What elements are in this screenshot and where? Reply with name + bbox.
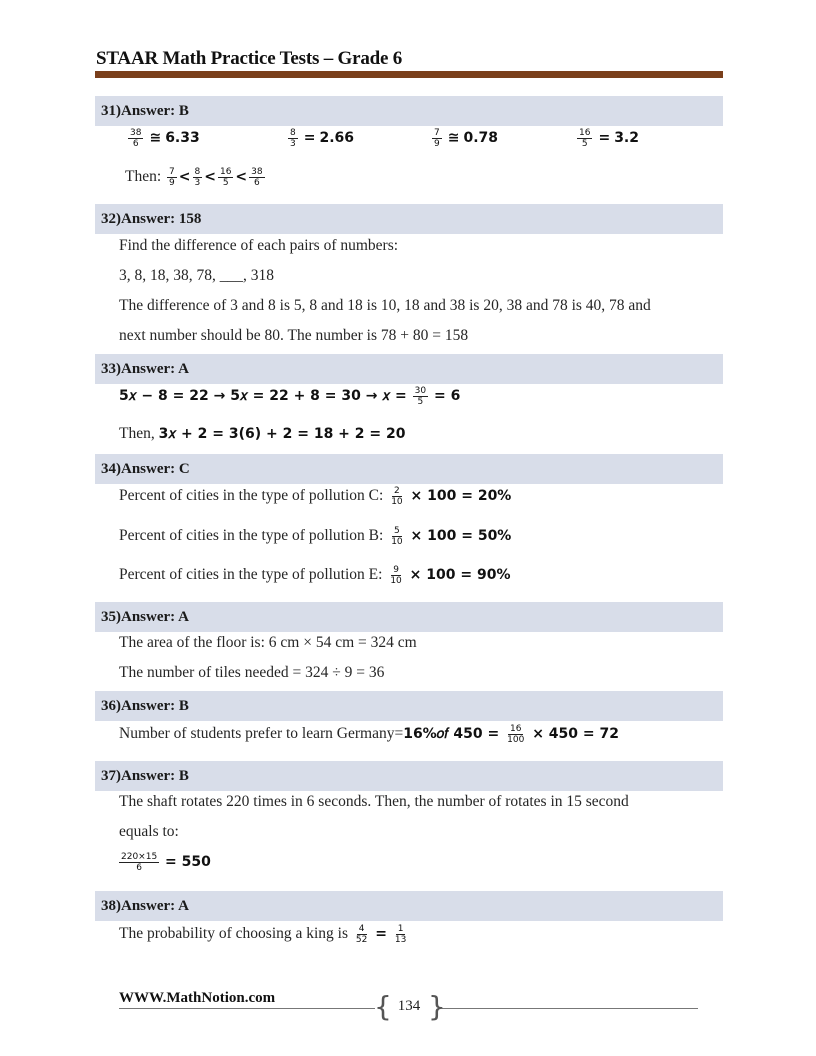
answer-37-bar: 37)Answer: B — [95, 761, 723, 791]
q35-line-1: The area of the floor is: 6 cm × 54 cm = 324 cm — [119, 634, 417, 651]
header-rule — [95, 71, 723, 78]
answer-35-bar: 35)Answer: A — [95, 602, 723, 632]
q31-item-4: $\frac{16}{5}$ = 3.2 — [579, 128, 639, 149]
page-number: 134 — [397, 998, 421, 1014]
answer-36-bar: 36)Answer: B — [95, 691, 723, 721]
q34-row-c: Percent of cities in the type of pollution C: $\frac{2}{10}$ × 100 = 20% — [119, 486, 512, 507]
footer-rule-left — [119, 1008, 375, 1009]
answer-33-bar: 33)Answer: A — [95, 354, 723, 384]
answer-34-bar: 34)Answer: C — [95, 454, 723, 484]
q34-row-b: Percent of cities in the type of pollution B: $\frac{5}{10}$ × 100 = 50% — [119, 526, 512, 547]
answer-32-bar: 32)Answer: 158 — [95, 204, 723, 234]
footer-rule-right — [442, 1008, 698, 1009]
q37-line-1: The shaft rotates 220 times in 6 seconds. Then, the number of rotates in 15 second — [119, 793, 629, 810]
page-brace-right: } — [428, 990, 446, 1023]
q38-line: The probability of choosing a king is $\frac{4}{52}$ = $\frac{1}{13}$ — [119, 924, 407, 945]
q31-item-2: $\frac{8}{3}$ = 2.66 — [290, 128, 355, 149]
q32-line-1: Find the difference of each pairs of numbers: — [119, 237, 399, 254]
q37-equation: $\frac{220\times 15}{6}$ = 550 — [121, 852, 211, 873]
q33-equation-1: 5𝑥 − 8 = 22 → 5𝑥 = 22 + 8 = 30 → 𝑥 = $\frac{30}{5}$ = 6 — [119, 386, 461, 407]
q31-then-line: Then: $\frac{7}{9}$ < $\frac{8}{3}$ < $\frac{16}{5}$ < $\frac{38}{6}$ — [125, 167, 263, 188]
fraction: $\frac{7}{9}$ — [434, 128, 440, 149]
fraction: $\frac{38}{6}$ — [130, 128, 142, 149]
page-header-title: STAAR Math Practice Tests – Grade 6 — [96, 48, 403, 69]
q32-line-2: 3, 8, 18, 38, 78, ___, 318 — [119, 267, 274, 284]
q35-line-2: The number of tiles needed = 324 ÷ 9 = 36 — [119, 664, 385, 681]
q32-line-4: next number should be 80. The number is 78 + 80 = 158 — [119, 327, 469, 344]
answer-31-bar: 31)Answer: B — [95, 96, 723, 126]
footer-website: WWW.MathNotion.com — [119, 990, 276, 1006]
q31-item-3: $\frac{7}{9}$ ≅ 0.78 — [434, 128, 499, 149]
fraction: $\frac{16}{5}$ — [579, 128, 591, 149]
page-brace-left: { — [374, 990, 392, 1023]
q34-row-e: Percent of cities in the type of pollution E: $\frac{9}{10}$ × 100 = 90% — [119, 565, 511, 586]
answer-38-bar: 38)Answer: A — [95, 891, 723, 921]
q32-line-3: The difference of 3 and 8 is 5, 8 and 18 is 10, 18 and 38 is 20, 38 and 78 is 40, 78 and — [119, 297, 651, 314]
q37-line-2: equals to: — [119, 823, 179, 840]
q31-item-1: $\frac{38}{6}$ ≅ 6.33 — [130, 128, 200, 149]
q33-equation-2: Then, 3𝑥 + 2 = 3(6) + 2 = 18 + 2 = 20 — [119, 425, 406, 442]
fraction: $\frac{8}{3}$ — [290, 128, 296, 149]
q36-line: Number of students prefer to learn Germany=16%𝑜𝑓 450 = $\frac{16}{100}$ × 450 = 72 — [119, 724, 619, 745]
